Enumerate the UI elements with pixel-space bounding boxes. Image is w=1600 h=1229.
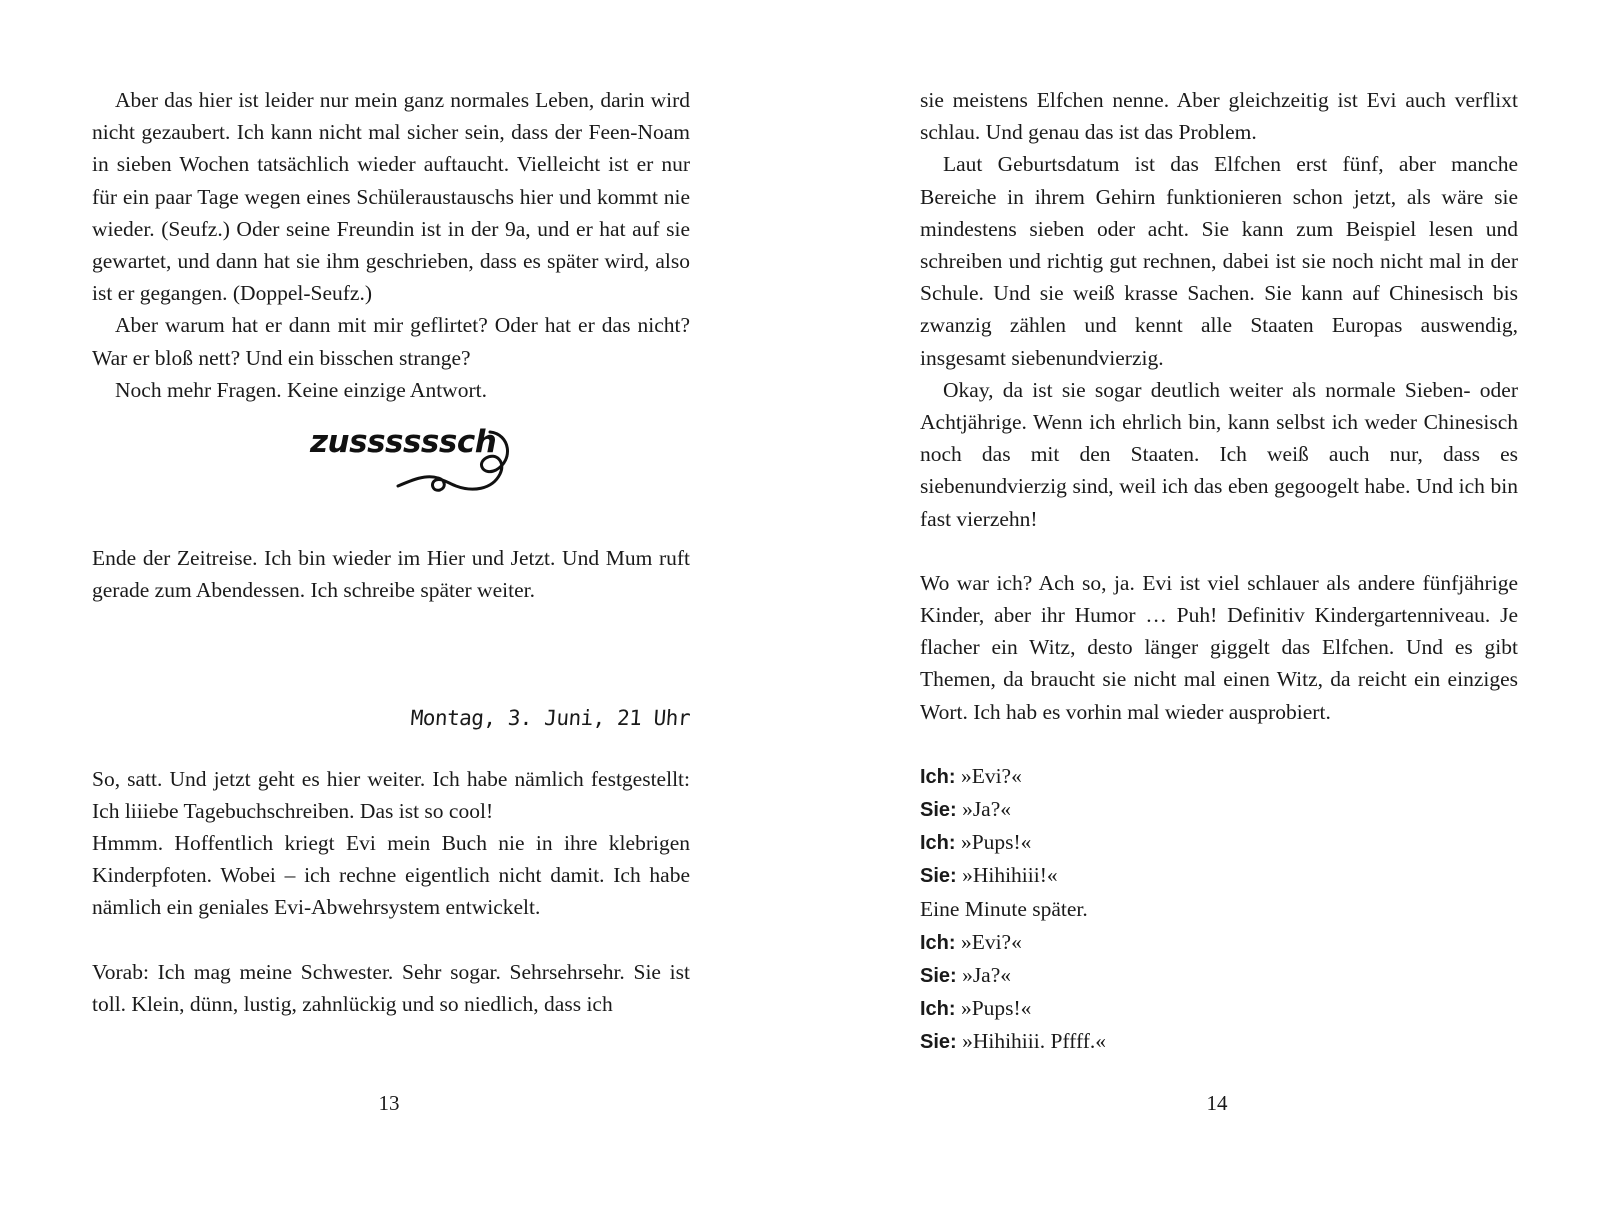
sound-effect-text: zussssssch (310, 424, 497, 461)
dialog-line (920, 1025, 1518, 1058)
paragraph-satt: So, satt. Und jetzt geht es hier weiter. Ich habe nämlich festgestellt: Ich liiiebe Tagebuchschreiben. Das ist so cool! (92, 766, 690, 823)
dialog-text: »Hihihiii. Pffff.« (956, 1029, 1107, 1054)
dialog-speaker: Sie: (920, 799, 957, 822)
dialog-line (920, 992, 1518, 1025)
dialog-text: »Evi?« (955, 929, 1022, 954)
dialog-line (920, 793, 1518, 826)
dialog-text: »Evi?« (955, 763, 1022, 788)
paragraph-noam: Aber das hier ist leider nur mein ganz normales Leben, darin wird nicht gezaubert. Ich kann nicht mal sicher sein, dass der Feen-Noam in sieben Wochen tatsächlich wieder auftaucht. Vielleicht ist er nur für ein paar Tage wegen eines Schüleraustauschs hier und kommt nie wieder. (Seufz.) Oder seine Freundin ist in der 9a, und er hat auf sie gewartet, und dann hat sie ihm geschrieben, dass es später wird, also ist er gegangen. (Doppel-Seufz.) (92, 88, 690, 306)
paragraph-time-travel-end: Ende der Zeitreise. Ich bin wieder im Hier und Jetzt. Und Mum ruft gerade zum Abendessen. Ich schreibe später weiter. (92, 546, 690, 603)
dialog-text: »Ja?« (956, 797, 1012, 822)
page-number-right: 14 (1206, 1091, 1228, 1115)
dialog-speaker: Ich: (920, 832, 956, 855)
right-page (920, 84, 1518, 1059)
dialog-line (920, 926, 1518, 959)
paragraph-flirt: Aber warum hat er dann mit mir geflirtet? Oder hat er das nicht? War er bloß nett? Und ein bisschen strange? (92, 313, 690, 370)
page-number-left: 13 (378, 1091, 400, 1115)
dialog-line (920, 959, 1518, 992)
dialog-text: »Pups!« (955, 830, 1032, 855)
paragraph-geburtsdatum: Laut Geburtsdatum ist das Elfchen erst fünf, aber manche Bereiche in ihrem Gehirn funktionieren schon jetzt, als wäre sie mindestens sieben oder acht. Sie kann zum Beispiel lesen und schreiben und richtig gut rechnen, dabei ist sie noch nicht mal in der Schule. Und sie weiß krasse Sachen. Sie kann auf Chinesisch bis zwanzig zählen und kennt alle Staaten Europas auswendig, insgesamt siebenundvierzig. (920, 152, 1518, 370)
paragraph-questions: Noch mehr Fragen. Keine einzige Antwort. (115, 377, 487, 402)
paragraph-vorab: Vorab: Ich mag meine Schwester. Sehr sogar. Sehrsehrsehr. Sie ist toll. Klein, dünn, lustig, zahnlückig und so niedlich, dass ich (92, 959, 690, 1016)
sound-effect-illustration (92, 420, 690, 516)
diary-dateline: Montag, 3. Juni, 21 Uhr (409, 706, 691, 731)
dialog-speaker: Ich: (920, 931, 956, 954)
swirl-icon (392, 420, 532, 516)
dialog-narration (920, 893, 1518, 926)
dialog-text: »Ja?« (956, 963, 1012, 988)
dialog-text: »Hihihiii!« (956, 863, 1058, 888)
paragraph-okay: Okay, da ist sie sogar deutlich weiter als normale Sieben- oder Achtjährige. Wenn ich ehrlich bin, kann selbst ich weder Chinesisch noch das mit den Staaten. Ich weiß auch nur, dass es siebenundvierzig sind, weil ich das eben gegoogelt habe. Und ich bin fast vierzehn! (920, 377, 1518, 531)
paragraph-hmmm: Hmmm. Hoffentlich kriegt Evi mein Buch nie in ihre klebrigen Kinderpfoten. Wobei – ich rechne eigentlich nicht damit. Ich habe nämlich ein geniales Evi-Abwehrsystem entwickelt. (92, 831, 690, 920)
dialog-speaker: Sie: (920, 965, 957, 988)
dialog-line (920, 859, 1518, 892)
dialog-text: »Pups!« (955, 996, 1032, 1021)
dialog-line (920, 826, 1518, 859)
dialog-text: Eine Minute später. (920, 896, 1088, 921)
dialog-speaker: Ich: (920, 765, 956, 788)
dialog-speaker: Sie: (920, 865, 957, 888)
dialog-block (920, 760, 1518, 1059)
dialog-speaker: Sie: (920, 1031, 957, 1054)
dialog-line (920, 760, 1518, 793)
paragraph-elfchen: sie meistens Elfchen nenne. Aber gleichzeitig ist Evi auch verflixt schlau. Und genau das ist das Problem. (920, 88, 1518, 145)
paragraph-wo-war-ich: Wo war ich? Ach so, ja. Evi ist viel schlauer als andere fünfjährige Kinder, aber ihr Humor … Puh! Definitiv Kindergartenniveau. Je flacher ein Witz, desto länger giggelt das Elfchen. Und es gibt Themen, da braucht sie nicht mal einen Witz, da reicht ein einziges Wort. Ich hab es vorhin mal wieder ausprobiert. (920, 570, 1518, 724)
left-page (92, 84, 690, 1020)
dialog-speaker: Ich: (920, 998, 956, 1021)
